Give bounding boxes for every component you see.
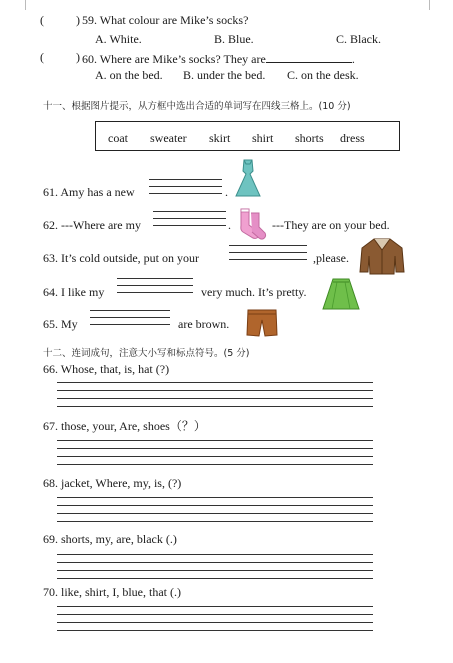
q65-writing-lines[interactable] bbox=[90, 310, 170, 332]
q69-writing-lines[interactable] bbox=[57, 554, 373, 580]
q59-answer-paren[interactable]: ( ) bbox=[40, 13, 80, 27]
q61-writing-lines[interactable] bbox=[149, 179, 222, 201]
q64-text: 64. I like my bbox=[43, 285, 105, 299]
word-bank-item: coat bbox=[108, 131, 128, 145]
word-bank-box bbox=[95, 121, 400, 151]
q59-option-a: A. White. bbox=[95, 32, 142, 46]
section11-heading: 十一、根据图片提示，从方框中选出合适的单词写在四线三格上。(10 分) bbox=[43, 101, 351, 112]
q69-prompt: 69. shorts, my, are, black (.) bbox=[43, 532, 177, 546]
q59-option-b: B. Blue. bbox=[214, 32, 254, 46]
word-bank-item: shirt bbox=[252, 131, 274, 145]
q62-writing-lines[interactable] bbox=[153, 211, 226, 233]
skirt-picture bbox=[321, 277, 361, 311]
q63-end-text: ,please. bbox=[313, 251, 349, 265]
q65-end-text: are brown. bbox=[178, 317, 230, 331]
page-corner-mark bbox=[25, 0, 26, 10]
q67-prompt: 67. those, your, Are, shoes（？） bbox=[43, 419, 206, 433]
q67-writing-lines[interactable] bbox=[57, 440, 373, 466]
q61-text: 61. Amy has a new bbox=[43, 185, 135, 199]
q64-writing-lines[interactable] bbox=[117, 278, 193, 300]
q66-prompt: 66. Whose, that, is, hat (?) bbox=[43, 362, 170, 376]
q62-period: . bbox=[228, 218, 231, 232]
q70-prompt: 70. like, shirt, I, blue, that (.) bbox=[43, 585, 181, 599]
q63-text: 63. It’s cold outside, put on your bbox=[43, 251, 199, 265]
q60-option-c: C. on the desk. bbox=[287, 68, 359, 82]
word-bank-item: skirt bbox=[209, 131, 231, 145]
q62-text: 62. ---Where are my bbox=[43, 218, 141, 232]
q68-prompt: 68. jacket, Where, my, is, (?) bbox=[43, 476, 182, 490]
q60-option-a: A. on the bed. bbox=[95, 68, 163, 82]
q61-period: . bbox=[225, 185, 228, 199]
q59-question: 59. What colour are Mike’s socks? bbox=[82, 13, 249, 27]
q62-answer-text: ---They are on your bed. bbox=[272, 218, 390, 232]
socks-picture bbox=[237, 207, 267, 243]
section12-heading: 十二、连词成句，注意大小写和标点符号。(5 分) bbox=[43, 348, 250, 359]
word-bank-item: dress bbox=[340, 131, 365, 145]
q64-end-text: very much. It’s pretty. bbox=[201, 285, 307, 299]
q68-writing-lines[interactable] bbox=[57, 497, 373, 523]
dress-picture bbox=[233, 158, 263, 198]
q60-option-b: B. under the bed. bbox=[183, 68, 266, 82]
q59-option-c: C. Black. bbox=[336, 32, 381, 46]
word-bank-item: shorts bbox=[295, 131, 324, 145]
q65-text: 65. My bbox=[43, 317, 78, 331]
q63-writing-lines[interactable] bbox=[229, 245, 307, 267]
q60-answer-paren[interactable]: ( ) bbox=[40, 50, 80, 64]
page-corner-mark bbox=[429, 0, 430, 10]
word-bank-item: sweater bbox=[150, 131, 187, 145]
q60-question: 60. Where are Mike’s socks? They are . bbox=[82, 52, 355, 66]
q70-writing-lines[interactable] bbox=[57, 606, 373, 632]
shorts-picture bbox=[245, 308, 279, 338]
q66-writing-lines[interactable] bbox=[57, 382, 373, 408]
q60-blank[interactable] bbox=[266, 50, 352, 63]
coat-picture bbox=[358, 236, 406, 276]
